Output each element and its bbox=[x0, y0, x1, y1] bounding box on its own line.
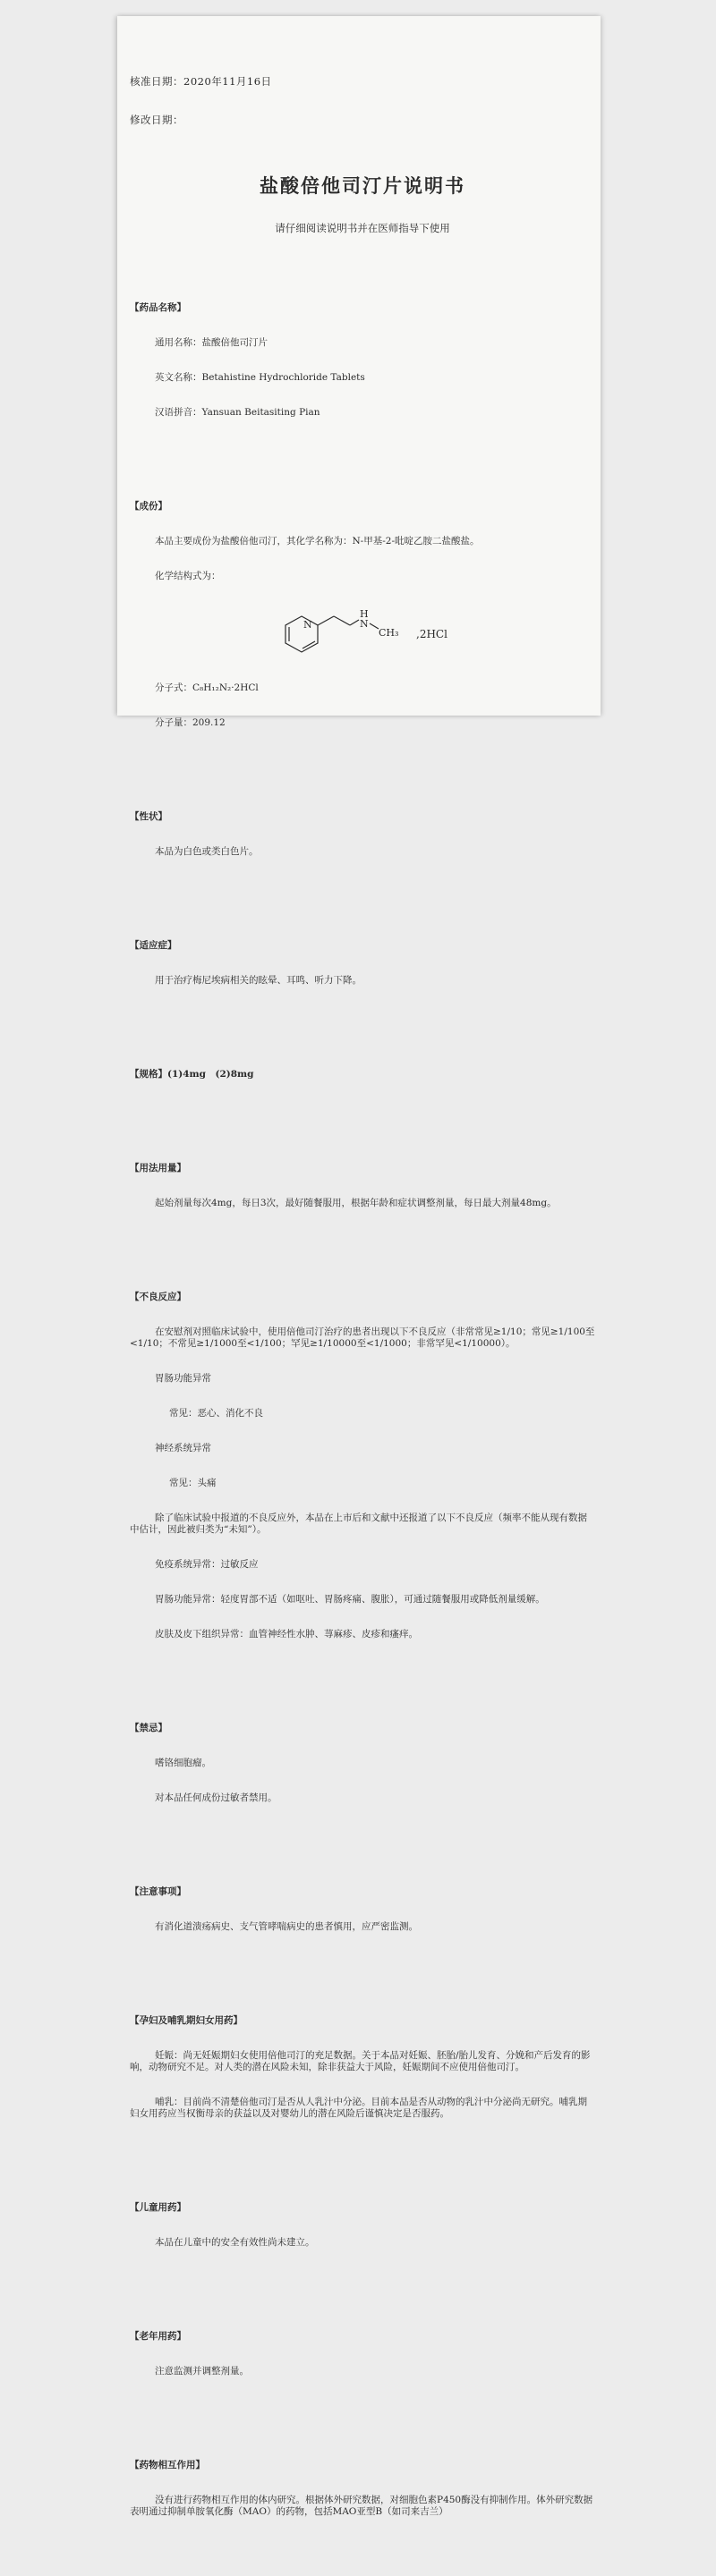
methyl-group: CH₃ bbox=[379, 627, 399, 639]
precautions-text: 有消化道溃疡病史、支气管哮喘病史的患者慎用，应严密监测。 bbox=[155, 1921, 418, 1932]
section-heading: 【老年用药】 bbox=[130, 2331, 186, 2342]
section-heading: 【成份】 bbox=[130, 501, 167, 512]
section-spec bbox=[130, 1046, 595, 1104]
pinyin-name: 汉语拼音：Yansuan Beitasiting Pian bbox=[155, 407, 320, 418]
pyridine-ring bbox=[286, 616, 318, 652]
section-heading: 【不良反应】 bbox=[130, 1292, 186, 1302]
section-heading: 【孕妇及哺乳期妇女用药】 bbox=[130, 2015, 243, 2026]
document-subtitle: 请仔细阅读说明书并在医师指导下使用 bbox=[275, 222, 450, 234]
appearance-text: 本品为白色或类白色片。 bbox=[155, 846, 259, 857]
section-pregnancy bbox=[130, 1992, 595, 2143]
gi-title: 胃肠功能异常 bbox=[155, 1373, 211, 1384]
chemical-structure bbox=[282, 609, 595, 656]
molecular-weight: 分子量：209.12 bbox=[155, 717, 226, 728]
neuro-common: 常见：头痛 bbox=[169, 1478, 217, 1488]
gi-common: 常见：恶心、消化不良 bbox=[169, 1408, 263, 1419]
skin-text: 皮肤及皮下组织异常：血管神经性水肿、荨麻疹、皮疹和瘙痒。 bbox=[155, 1629, 418, 1640]
gi-unknown-text: 胃肠功能异常：轻度胃部不适（如呕吐、胃肠疼痛、腹胀），可通过随餐服用或降低剂量缓解。 bbox=[155, 1594, 545, 1605]
revision-date: 修改日期： bbox=[130, 114, 183, 126]
neuro-title: 神经系统异常 bbox=[155, 1443, 211, 1453]
composition-text: 本品主要成份为盐酸倍他司汀，其化学名称为：N-甲基-2-吡啶乙胺二盐酸盐。 bbox=[155, 536, 480, 547]
salt-label: ,2HCl bbox=[416, 628, 448, 640]
section-children bbox=[130, 2179, 595, 2272]
section-contraindications bbox=[130, 1699, 595, 1827]
leaflet-paper bbox=[117, 16, 601, 2517]
indications-text: 用于治疗梅尼埃病相关的眩晕、耳鸣、听力下降。 bbox=[155, 975, 362, 986]
interactions-text: 没有进行药物相互作用的体内研究。根据体外研究数据，对细胞色素P450酶没有抑制作用。体外研究数据表明通过抑制单胺氧化酶（MAO）的药物，包括MAO亚型B（如司来吉兰） bbox=[130, 2495, 593, 2517]
section-heading: 【药物相互作用】 bbox=[130, 2460, 205, 2470]
section-heading: 【性状】 bbox=[130, 811, 167, 822]
document-title: 盐酸倍他司汀片说明书 bbox=[260, 175, 465, 197]
section-heading: 【用法用量】 bbox=[130, 1163, 186, 1174]
post-market-text: 除了临床试验中报道的不良反应外，本品在上市后和文献中还报道了以下不良反应（频率不能从现有数据中估计，因此被归类为“未知”）。 bbox=[130, 1513, 587, 1535]
dosage-text: 起始剂量每次4mg，每日3次，最好随餐服用，根据年龄和症状调整剂量，每日最大剂量48mg。 bbox=[155, 1198, 557, 1208]
section-interactions bbox=[130, 2436, 595, 2541]
section-precautions bbox=[130, 1863, 595, 1956]
structure-diagram bbox=[282, 609, 416, 656]
contraindication-2: 对本品任何成份过敏者禁用。 bbox=[155, 1792, 277, 1803]
section-heading: 【药品名称】 bbox=[130, 302, 186, 313]
approval-date: 核准日期：2020年11月16日 bbox=[130, 75, 272, 88]
section-heading: 【注意事项】 bbox=[130, 1886, 186, 1897]
lactation-text: 哺乳：目前尚不清楚倍他司汀是否从人乳汁中分泌。目前本品是否从动物的乳汁中分泌尚无研究。哺乳期妇女用药应当权衡母亲的获益以及对婴幼儿的潜在风险后谨慎决定是否服药。 bbox=[130, 2097, 587, 2119]
immune-text: 免疫系统异常：过敏反应 bbox=[155, 1559, 259, 1570]
elderly-text: 注意监测并调整剂量。 bbox=[155, 2366, 249, 2377]
contraindication-1: 嗜铬细胞瘤。 bbox=[155, 1758, 211, 1768]
amine-nitrogen: N bbox=[360, 618, 369, 630]
common-name: 通用名称：盐酸倍他司汀片 bbox=[155, 337, 268, 348]
amine-hydrogen: H bbox=[360, 608, 369, 620]
structure-label: 化学结构式为： bbox=[155, 571, 221, 581]
ring-nitrogen: N bbox=[303, 619, 312, 631]
molecular-formula: 分子式：C₈H₁₂N₂·2HCl bbox=[155, 682, 259, 693]
section-heading: 【儿童用药】 bbox=[130, 2202, 186, 2213]
section-heading: 【禁忌】 bbox=[130, 1723, 167, 1733]
children-text: 本品在儿童中的安全有效性尚未建立。 bbox=[155, 2237, 315, 2248]
section-dosage bbox=[130, 1140, 595, 1233]
section-elderly bbox=[130, 2308, 595, 2401]
section-drug-name bbox=[130, 279, 595, 442]
leaflet-content bbox=[130, 39, 595, 2576]
section-composition bbox=[130, 478, 595, 752]
section-appearance bbox=[130, 788, 595, 881]
section-indications bbox=[130, 917, 595, 1010]
section-adverse-reactions bbox=[130, 1268, 595, 1664]
english-name: 英文名称：Betahistine Hydrochloride Tablets bbox=[155, 372, 365, 383]
adverse-intro: 在安慰剂对照临床试验中，使用倍他司汀治疗的患者出现以下不良反应（非常常见≥1/10；常见≥1/100至<1/10；不常见≥1/1000至<1/100；罕见≥1/10000至<1/1000；非常罕见<1/10000）。 bbox=[130, 1326, 595, 1349]
section-heading: 【规格】(1)4mg (2)8mg bbox=[130, 1069, 254, 1080]
pregnancy-text: 妊娠：尚无妊娠期妇女使用倍他司汀的充足数据。关于本品对妊娠、胚胎/胎儿发育、分娩和产后发育的影响，动物研究不足。对人类的潜在风险未知，除非获益大于风险，妊娠期间不应使用倍他司汀。 bbox=[130, 2050, 591, 2072]
section-heading: 【适应症】 bbox=[130, 940, 177, 951]
